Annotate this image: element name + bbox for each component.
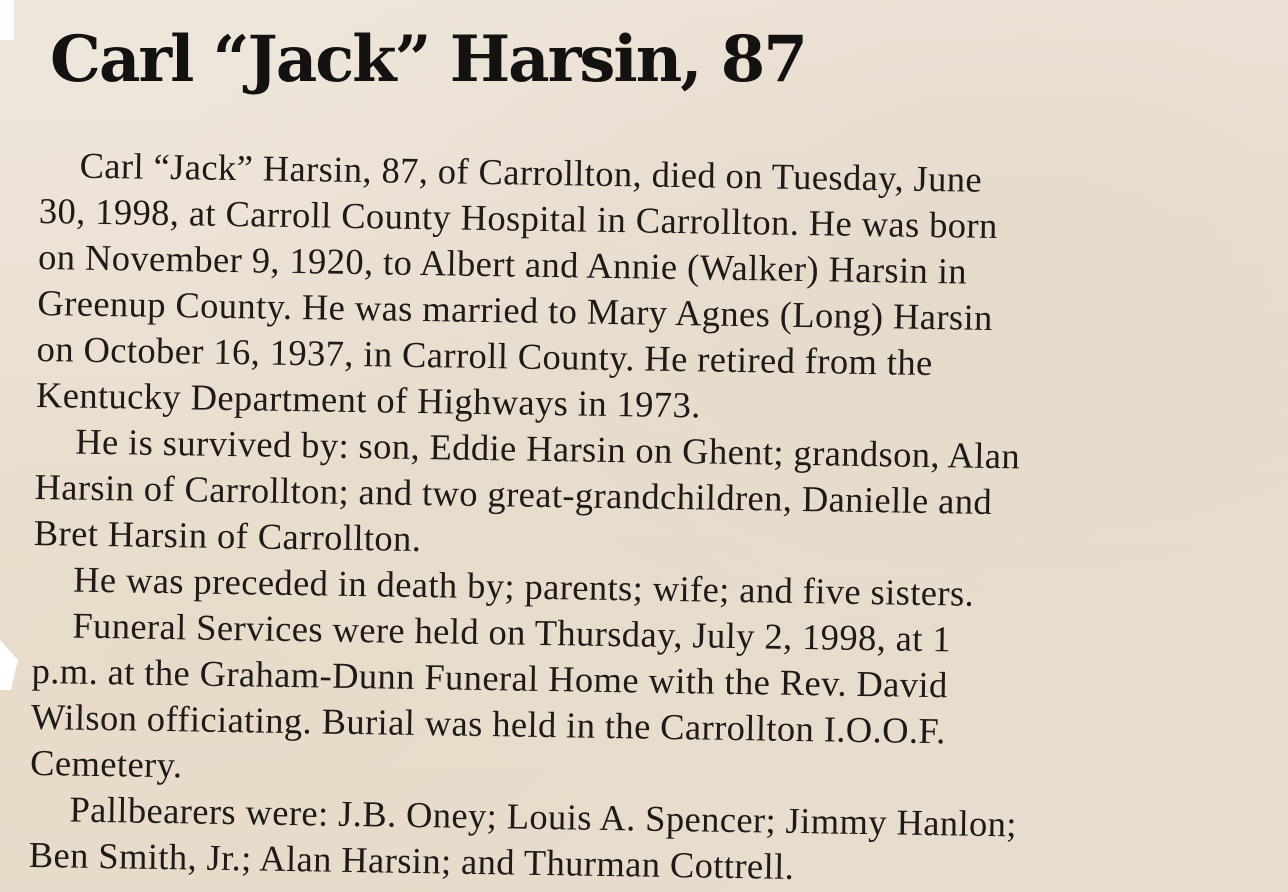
paragraph-1-line-3: on November 9, 1920, to Albert and Annie (Walker) Harsin in: [37, 235, 968, 292]
paragraph-5-line-1: Pallbearers were: J.B. Oney; Louis A. Spencer; Jimmy Hanlon;: [69, 788, 1018, 845]
paragraph-2-line-1: He is survived by: son, Eddie Harsin on Ghent; grandson, Alan: [74, 420, 1021, 477]
obituary-headline: Carl “Jack” Harsin, 87: [50, 22, 806, 97]
paragraph-1-line-2: 30, 1998, at Carroll County Hospital in Carrollton. He was born: [38, 189, 999, 247]
paragraph-1-line-5: on October 16, 1937, in Carroll County. He retired from the: [36, 327, 933, 384]
left-torn-edge: [0, 0, 14, 40]
paragraph-5-line-2: Ben Smith, Jr.; Alan Harsin; and Thurman Cottrell.: [28, 833, 795, 887]
paragraph-4-line-1: Funeral Services were held on Thursday, July 2, 1998, at 1: [72, 604, 952, 660]
left-torn-edge-lower: [0, 640, 18, 690]
paragraph-2-line-3: Bret Harsin of Carrollton.: [33, 511, 422, 560]
paragraph-1-line-1: Carl “Jack” Harsin, 87, of Carrollton, died on Tuesday, June: [79, 144, 983, 200]
paragraph-2-line-2: Harsin of Carrollton; and two great-grandchildren, Danielle and: [34, 465, 993, 522]
paragraph-4-line-2: p.m. at the Graham-Dunn Funeral Home with the Rev. David: [31, 649, 949, 706]
obituary-body: [28, 142, 1288, 892]
paragraph-1-line-4: Greenup County. He was married to Mary Agnes (Long) Harsin: [37, 281, 994, 338]
paragraph-4-line-4: Cemetery.: [29, 741, 183, 786]
paragraph-3-line-1: He was preceded in death by; parents; wife; and five sisters.: [72, 558, 975, 614]
paragraph-4-line-3: Wilson officiating. Burial was held in the Carrollton I.O.O.F.: [30, 695, 947, 752]
paragraph-1-line-6: Kentucky Department of Highways in 1973.: [35, 373, 702, 426]
